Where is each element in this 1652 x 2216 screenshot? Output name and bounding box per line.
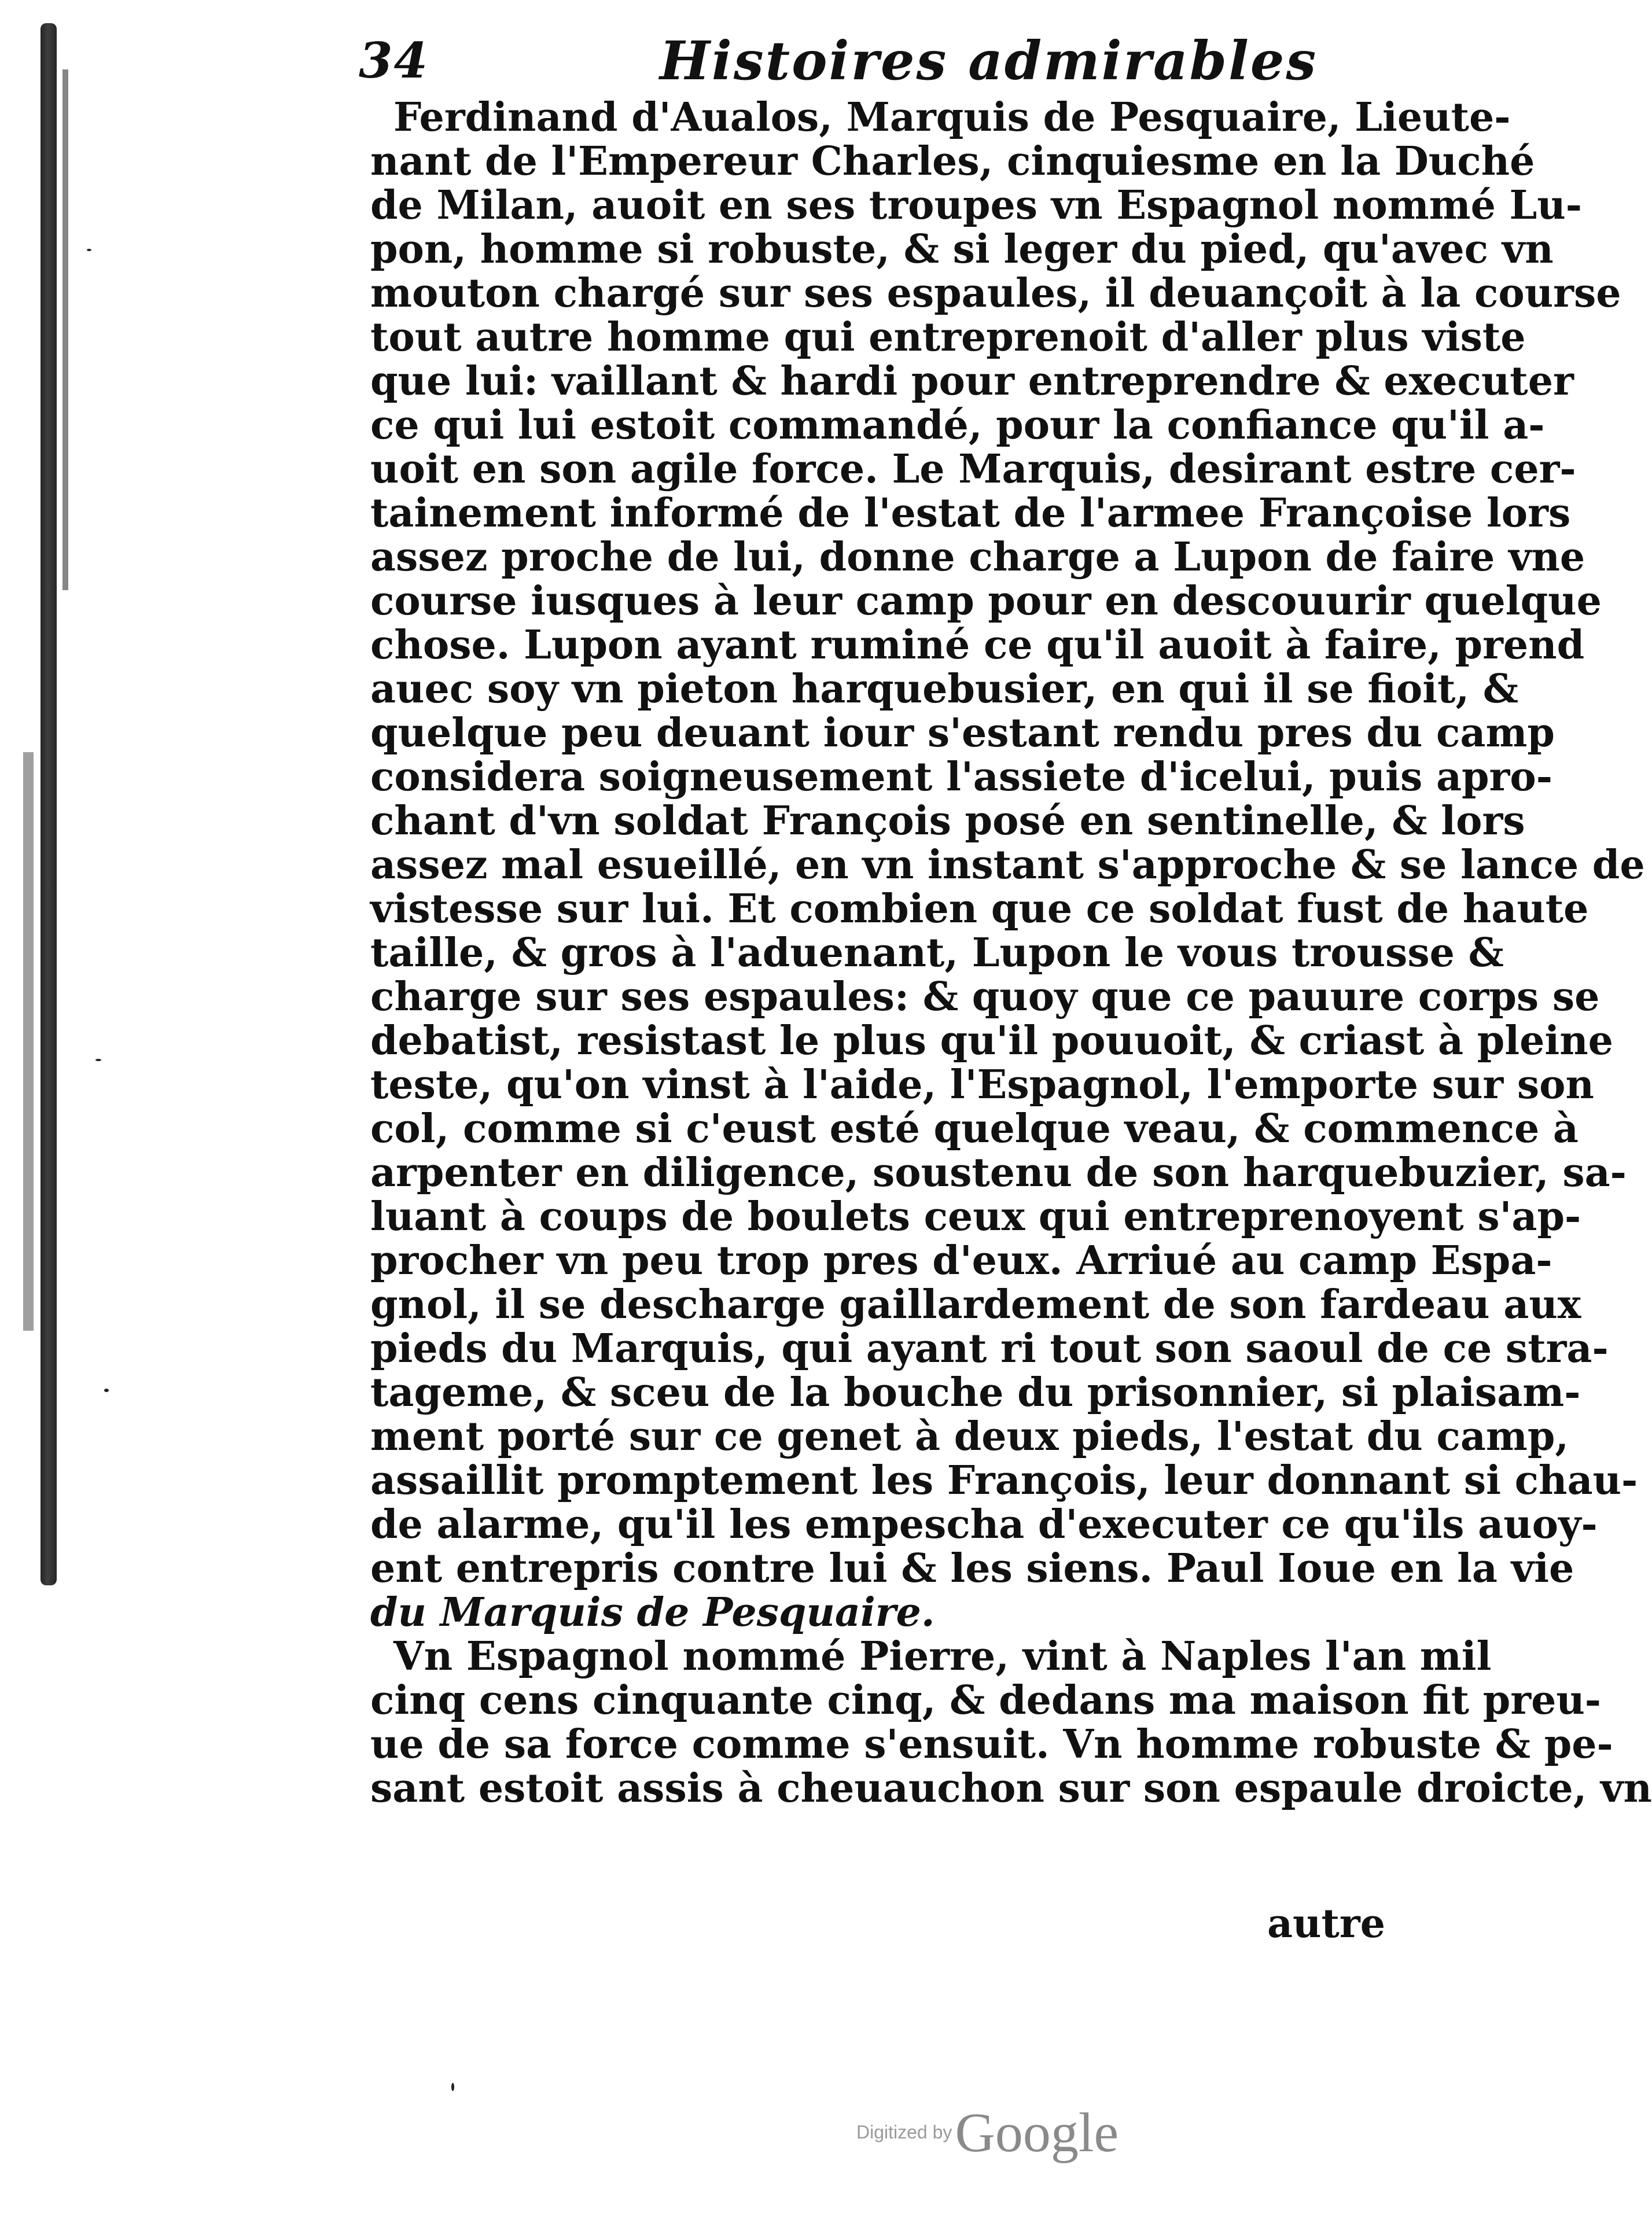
text-line: debatist, resistast le plus qu'il pouuoit, & criast à pleine bbox=[370, 1018, 1613, 1064]
text-line: vistesse sur lui. Et combien que ce soldat fust de haute bbox=[370, 886, 1589, 932]
text-line: pon, homme si robuste, & si leger du pied, qu'avec vn bbox=[370, 226, 1554, 273]
text-line: quelque peu deuant iour s'estant rendu pres du camp bbox=[370, 710, 1555, 756]
text-line: considera soigneusement l'assiete d'icelui, puis apro- bbox=[370, 754, 1552, 800]
text-line: tageme, & sceu de la bouche du prisonnier, si plaisam- bbox=[370, 1370, 1581, 1416]
binding-shadow-lower bbox=[23, 752, 34, 1331]
scan-speck bbox=[95, 1059, 101, 1061]
text-line: procher vn peu trop pres d'eux. Arriué au camp Espa- bbox=[370, 1238, 1552, 1284]
text-line: charge sur ses espaules: & quoy que ce pauure corps se bbox=[370, 974, 1600, 1020]
catchword: autre bbox=[1267, 1901, 1385, 1947]
text-line: uoit en son agile force. Le Marquis, desirant estre cer- bbox=[370, 446, 1576, 492]
text-line: luant à coups de boulets ceux qui entreprenoyent s'ap- bbox=[370, 1194, 1581, 1240]
text-line: tout autre homme qui entreprenoit d'aller plus viste bbox=[370, 314, 1526, 360]
text-line: gnol, il se descharge gaillardement de son fardeau aux bbox=[370, 1282, 1581, 1328]
text-line: arpenter en diligence, soustenu de son harquebuzier, sa- bbox=[370, 1150, 1627, 1196]
text-line: assez proche de lui, donne charge a Lupon de faire vne bbox=[370, 534, 1585, 580]
binding-shadow bbox=[62, 69, 68, 590]
text-line: chose. Lupon ayant ruminé ce qu'il auoit à faire, prend bbox=[370, 622, 1585, 668]
scan-speck bbox=[451, 2083, 454, 2091]
text-line: assez mal esueillé, en vn instant s'approche & se lance de bbox=[370, 842, 1645, 888]
text-line: course iusques à leur camp pour en descouurir quelque bbox=[370, 578, 1602, 624]
scan-speck bbox=[104, 1389, 109, 1392]
page-title: Histoires admirables bbox=[660, 30, 1318, 92]
text-line: de alarme, qu'il les empescha d'executer ce qu'ils auoy- bbox=[370, 1501, 1598, 1548]
text-line: ue de sa force comme s'ensuit. Vn homme robuste & pe- bbox=[370, 1721, 1613, 1768]
text-line: que lui: vaillant & hardi pour entreprendre & executer bbox=[370, 358, 1574, 404]
text-line: auec soy vn pieton harquebusier, en qui il se fioit, & bbox=[370, 666, 1519, 712]
text-line: mouton chargé sur ses espaules, il deuançoit à la course bbox=[370, 270, 1621, 316]
google-logo: Google bbox=[955, 2101, 1119, 2163]
text-line: sant estoit assis à cheuauchon sur son espaule droicte, vn bbox=[370, 1765, 1652, 1812]
scan-speck bbox=[87, 249, 91, 251]
body-text bbox=[370, 94, 1652, 1812]
text-line: de Milan, auoit en ses troupes vn Espagnol nommé Lu- bbox=[370, 182, 1583, 229]
text-line: pieds du Marquis, qui ayant ri tout son saoul de ce stra- bbox=[370, 1326, 1609, 1372]
text-line: Vn Espagnol nommé Pierre, vint à Naples l'an mil bbox=[393, 1633, 1492, 1680]
running-head bbox=[359, 32, 1400, 101]
text-line: taille, & gros à l'aduenant, Lupon le vous trousse & bbox=[370, 930, 1504, 976]
digitized-label: Digitized by bbox=[856, 2122, 952, 2143]
text-line: ent entrepris contre lui & les siens. Paul Ioue en la vie bbox=[370, 1545, 1574, 1592]
text-line: tainement informé de l'estat de l'armee Françoise lors bbox=[370, 490, 1571, 536]
text-line: Ferdinand d'Aualos, Marquis de Pesquaire, Lieute- bbox=[393, 94, 1511, 141]
digitized-watermark bbox=[856, 2100, 1118, 2165]
text-line: cinq cens cinquante cinq, & dedans ma maison fit preu- bbox=[370, 1677, 1602, 1724]
text-line: ment porté sur ce genet à deux pieds, l'estat du camp, bbox=[370, 1413, 1569, 1460]
text-line: du Marquis de Pesquaire. bbox=[370, 1589, 935, 1636]
text-line: ce qui lui estoit commandé, pour la confiance qu'il a- bbox=[370, 402, 1545, 448]
text-line: teste, qu'on vinst à l'aide, l'Espagnol, l'emporte sur son bbox=[370, 1062, 1594, 1108]
page-number: 34 bbox=[359, 32, 429, 89]
text-line: nant de l'Empereur Charles, cinquiesme en la Duché bbox=[370, 138, 1535, 185]
text-line: assaillit promptement les François, leur donnant si chau- bbox=[370, 1457, 1638, 1504]
text-line: chant d'vn soldat François posé en sentinelle, & lors bbox=[370, 798, 1525, 844]
binding-edge bbox=[41, 23, 57, 1585]
text-line: col, comme si c'eust esté quelque veau, & commence à bbox=[370, 1106, 1579, 1152]
